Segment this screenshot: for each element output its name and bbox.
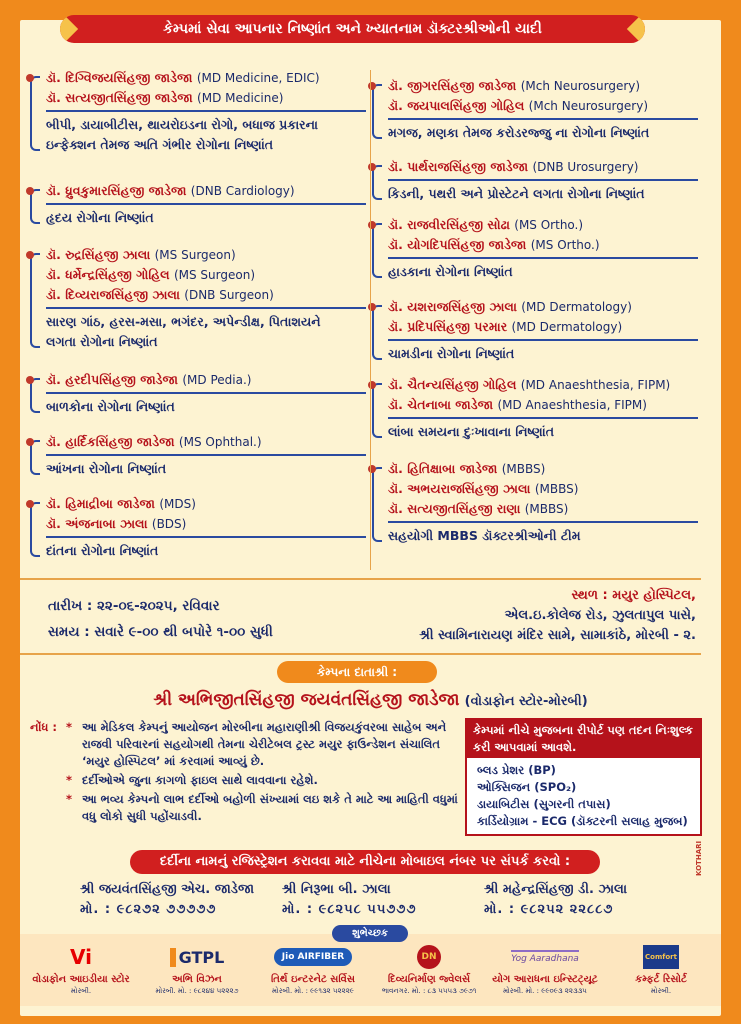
doctor-name: ડૉ. જીગરસિંહજી જાડેજા <box>388 78 517 93</box>
specialty-description: મગજ, મણકા તેમજ કરોડરજ્જુ ના રોગોના નિષ્ણાંત <box>388 125 650 140</box>
group-rule <box>46 392 366 394</box>
bullet-icon <box>26 74 34 82</box>
doctor-qualification: (DNB Urosurgery) <box>532 160 639 174</box>
doctor-entry <box>388 76 698 96</box>
specialty-description: સારણ ગાંઠ, હરસ-મસા, ભગંદર, અપેન્ડીક્ષ, પિતાશયને <box>46 314 321 329</box>
doctor-qualification: (MS Surgeon) <box>154 248 236 262</box>
specialty-group <box>388 157 698 204</box>
specialty-description: લગતા રોગોના નિષ્ણાંત <box>46 334 158 349</box>
sponsor-vodafone <box>22 943 140 996</box>
sponsor-comfort-resort <box>602 943 720 996</box>
group-rule <box>388 417 698 419</box>
divyanirman-logo-icon: DN <box>417 945 441 969</box>
doctor-name: ડૉ. રાજવીરસિંહજી સોઢા <box>388 217 510 232</box>
specialty-description: બાળકોના રોગોના નિષ્ણાંત <box>46 399 175 414</box>
group-rule <box>388 179 698 181</box>
group-brace <box>372 223 382 278</box>
column-divider <box>370 70 371 570</box>
group-brace <box>30 76 40 151</box>
doctor-name: ડૉ. હિમાદ્રીબા જાડેજા <box>46 496 155 511</box>
note-item: * આ મેડિકલ કેમ્પનું આયોજન મોરબીના મહારાણીશ્રી વિજયકુંવરબા સાહેબ અને રાજવી પરિવારનાં સહયોગથી તેમના ચેરીટેબલ ટ્રસ્ટ મયુર ફાઉન્ડેશન સંચાલિત ‘મયુર હોસ્પિટલ’ માં કરવામાં આવ્યું છે. <box>66 720 447 768</box>
bullet-icon <box>26 500 34 508</box>
report-item: બ્લડ પ્રેશર (BP) <box>477 763 556 777</box>
note-text: આ મેડિકલ કેમ્પનું આયોજન મોરબીના મહારાણીશ્રી વિજયકુંવરબા સાહેબ અને રાજવી પરિવારનાં સહયોગથી તેમના ચેરીટેબલ ટ્રસ્ટ મયુર ફાઉન્ડેશન સંચાલિત ‘મયુર હોસ્પિટલ’ માં કરવામાં આવ્યું છે. <box>82 720 447 768</box>
bullet-icon <box>26 187 34 195</box>
doctor-entry <box>46 370 366 390</box>
sponsor-name: યોગ આરાધના ઇન્સ્ટિટ્યૂટ <box>492 974 598 985</box>
group-brace <box>30 253 40 348</box>
group-rule <box>46 307 366 309</box>
report-item: ઓક્સિજન (SPO₂) <box>477 780 577 794</box>
contact-phone: મો. : ૯૮૨૫૨ ૨૨૮૮૭ <box>484 902 614 917</box>
separator-top <box>20 578 701 580</box>
specialty-group <box>388 375 698 442</box>
doctor-entry <box>46 88 366 108</box>
doctor-entry <box>46 245 366 265</box>
sponsor-sub: મોરબી. <box>70 987 92 995</box>
doctor-qualification: (DNB Cardiology) <box>190 184 295 198</box>
specialty-group <box>388 297 698 364</box>
sponsor-name: અભિ વિઝન <box>172 974 222 985</box>
doctor-entry <box>46 432 366 452</box>
notes <box>30 719 460 825</box>
sponsor-sub: મોરબી. <box>650 987 672 995</box>
specialty-description: બીપી, ડાયાબીટીસ, થાયરોઇડના રોગો, બધાજ પ્રકારના <box>46 117 318 132</box>
group-rule <box>388 257 698 259</box>
sponsor-name: કમ્ફર્ટ રિસોર્ટ <box>635 974 687 985</box>
doctor-entry <box>388 215 698 235</box>
doctor-entry <box>388 499 698 519</box>
doctor-name: ડૉ. હિતિક્ષાબા જાડેજા <box>388 461 498 476</box>
specialty-group <box>46 370 366 417</box>
separator-middle <box>20 653 701 655</box>
doctor-name: ડૉ. યશરાજસિંહજી ઝાલા <box>388 299 517 314</box>
note-text: આ ભવ્ય કેમ્પનો લાભ દર્દીઓ બહોળી સંખ્યામાં લઇ શકે તે માટે આ માહિતી વધુમાં વધુ લોકો સુધી પહોંચાડવી. <box>82 792 458 823</box>
doctor-qualification: (MS Ortho.) <box>514 218 584 232</box>
venue-label: સ્થળ : <box>571 588 608 603</box>
sponsor-sub: મોરબી. મો. : ૯૮૨૪૪ ૫૨૨૨૭ <box>155 987 239 995</box>
kothari-logo: KOTHARI <box>695 840 703 876</box>
venue-line-2: એલ.ઇ.કોલેજ રોડ, ઝુલતાપુલ પાસે, <box>504 608 696 623</box>
group-brace <box>372 383 382 438</box>
group-brace <box>30 502 40 557</box>
specialty-group <box>46 494 366 561</box>
venue <box>419 588 696 643</box>
doctor-entry <box>388 479 698 499</box>
specialty-description: લાંબા સમયના દુઃખાવાના નિષ્ણાંત <box>388 424 555 439</box>
jio-airfiber-logo-icon: Jio AIRFIBER <box>274 948 352 966</box>
contact-name: શ્રી નિરૂભા બી. ઝાલા <box>282 882 391 897</box>
bullet-icon <box>26 251 34 259</box>
doctor-name: ડૉ. જયપાલસિંહજી ગોહિલ <box>388 98 525 113</box>
sponsor-tirth-internet <box>254 943 372 996</box>
sponsor-name: તિર્થ ઇન્ટરનેટ સર્વિસ <box>271 974 355 985</box>
doctor-qualification: (MBBS) <box>501 462 546 476</box>
sponsor-name: વોડાફોન આઇડીયા સ્ટોર <box>32 974 130 985</box>
sponsor-yog-aaradhana <box>486 943 604 996</box>
doctor-name: ડૉ. હાર્દિકસિંહજી જાડેજા <box>46 434 175 449</box>
sponsor-pill: શુભેચ્છક <box>332 925 408 942</box>
doctor-entry <box>46 181 366 201</box>
comfort-logo-icon: Comfort <box>643 945 679 969</box>
note-item: * આ ભવ્ય કેમ્પનો લાભ દર્દીઓ બહોળી સંખ્યામાં લઇ શકે તે માટે આ માહિતી વધુમાં વધુ લોકો સુધી પહોંચાડવી. <box>66 792 458 823</box>
group-rule <box>46 110 366 112</box>
doctor-name: ડૉ. દિગ્વિજયસિંહજી જાડેજા <box>46 70 193 85</box>
donor-name: શ્રી અભિજીતસિંહજી જયવંતસિંહજી જાડેજા <box>153 690 460 710</box>
sponsor-divyanirman <box>370 943 488 996</box>
doctor-qualification: (MS Surgeon) <box>173 268 255 282</box>
venue-line-3: શ્રી સ્વામિનારાયણ મંદિર સામે, સામાકાંઠે, મોરબી - ૨. <box>419 628 696 643</box>
doctor-name: ડૉ. પ્રદિપસિંહજી પરમાર <box>388 319 508 334</box>
report-item: કાર્ડિયોગ્રામ - ECG (ડૉક્ટરની સલાહ મુજબ) <box>477 814 688 828</box>
contact-name: શ્રી જયવંતસિંહજી એચ. જાડેજા <box>80 882 255 897</box>
specialty-description: હૃદય રોગોના નિષ્ણાંત <box>46 210 154 225</box>
specialty-group <box>388 459 698 546</box>
doctor-entry <box>388 317 698 337</box>
notes-label: નોંધ : <box>30 720 57 734</box>
venue-line-1: મયુર હોસ્પિટલ, <box>612 588 696 603</box>
doctor-qualification: (DNB Surgeon) <box>184 288 274 302</box>
doctor-entry <box>388 157 698 177</box>
doctor-entry <box>388 235 698 255</box>
doctor-name: ડૉ. પાર્થરાજસિંહજી જાડેજા <box>388 159 529 174</box>
sponsor-sub: ભાવનગર. મો. : ૮૩ ૫૫૫૩ ૭૯૭૧ <box>381 987 477 995</box>
group-rule <box>388 118 698 120</box>
doctor-qualification: (MBBS) <box>524 502 569 516</box>
donor-sub: (વોડાફોન સ્ટોર-મોરબી) <box>464 694 588 709</box>
doctor-name: ડૉ. દિવ્યરાજસિંહજી ઝાલા <box>46 287 180 302</box>
specialty-group <box>46 432 366 479</box>
group-rule <box>46 536 366 538</box>
registration-banner: દર્દીના નામનું રજિસ્ટ્રેશન કરાવવા માટે નીચેના મોબાઇલ નંબર પર સંપર્ક કરવો : <box>130 850 600 874</box>
doctor-name: ડૉ. સત્યજીતસિંહજી રાણા <box>388 501 521 516</box>
doctor-entry <box>388 297 698 317</box>
bullet-icon <box>26 438 34 446</box>
time-line: સમય : સવારે ૯-૦૦ થી બપોરે ૧-૦૦ સુધી <box>48 624 273 640</box>
doctor-name: ડૉ. અંજનાબા ઝાલા <box>46 516 148 531</box>
report-item: ડાયાબિટીસ (સુગરની તપાસ) <box>477 797 611 811</box>
doctor-entry <box>388 395 698 415</box>
group-rule <box>388 521 698 523</box>
doctor-qualification: (MD Medicine, EDIC) <box>196 71 320 85</box>
specialty-description: ચામડીના રોગોના નિષ્ણાંત <box>388 346 515 361</box>
group-rule <box>46 454 366 456</box>
doctor-qualification: (MD Dermatology) <box>511 320 623 334</box>
donor-pill: કેમ્પના દાતાશ્રી : <box>277 661 437 683</box>
specialty-group <box>46 245 366 352</box>
specialty-description: સહયોગી MBBS ડૉક્ટરશ્રીઓની ટીમ <box>388 528 581 543</box>
contact-name: શ્રી મહેન્દ્રસિંહજી ડી. ઝાલા <box>484 882 628 897</box>
doctor-qualification: (MS Ortho.) <box>530 238 600 252</box>
lotus-logo-icon: Yog Aaradhana <box>511 950 579 964</box>
doctor-qualification: (MD Anaeshthesia, FIPM) <box>520 378 671 392</box>
contact-phone: મો. : ૯૮૨૭૨ ૭૭૭૭૭ <box>80 902 217 917</box>
specialty-description: ઇન્ફેક્શન તેમજ અતિ ગંભીર રોગોના નિષ્ણાંત <box>46 137 274 152</box>
group-rule <box>46 203 366 205</box>
specialty-group <box>388 215 698 282</box>
doctor-name: ડૉ. ચૈતન્યસિંહજી ગોહિલ <box>388 377 517 392</box>
contact-2 <box>282 880 417 920</box>
bullet-icon <box>26 376 34 384</box>
page-title: કેમ્પમાં સેવા આપનાર નિષ્ણાંત અને ખ્યાતનામ ડૉક્ટરશ્રીઓની યાદી <box>60 15 645 43</box>
doctor-entry <box>46 68 366 88</box>
group-brace <box>372 305 382 360</box>
specialty-description: હાડકાના રોગોના નિષ્ણાંત <box>388 264 513 279</box>
doctor-entry <box>46 285 366 305</box>
doctor-qualification: (MD Medicine) <box>197 91 284 105</box>
specialty-description: દાંતના રોગોના નિષ્ણાંત <box>46 543 159 558</box>
sponsor-sub: મોરબી. મો. : ૯૯૧૩૨ ૫૨૨૨૯ <box>272 987 354 995</box>
specialty-group <box>46 68 366 155</box>
specialty-description: આંખના રોગોના નિષ્ણાંત <box>46 461 167 476</box>
doctor-name: ડૉ. ધ્રુવકુમારસિંહજી જાડેજા <box>46 183 187 198</box>
doctor-name: ડૉ. સત્યજીતસિંહજી જાડેજા <box>46 90 193 105</box>
doctor-qualification: (MD Pedia.) <box>182 373 252 387</box>
doctor-qualification: (MD Anaeshthesia, FIPM) <box>497 398 647 412</box>
group-brace <box>372 84 382 139</box>
contact-3 <box>484 880 627 920</box>
doctor-name: ડૉ. રુદ્રસિંહજી ઝાલા <box>46 247 151 262</box>
specialty-group <box>388 76 698 143</box>
specialty-description: કિડની, પથરી અને પ્રોસ્ટેટને લગતા રોગોના નિષ્ણાંત <box>388 186 645 201</box>
gtpl-logo-icon: GTPL <box>170 948 225 967</box>
doctor-qualification: (MBBS) <box>534 482 579 496</box>
doctor-qualification: (Mch Neurosurgery) <box>520 79 641 93</box>
doctor-entry <box>388 375 698 395</box>
doctor-name: ડૉ. હરદીપસિંહજી જાડેજા <box>46 372 178 387</box>
doctor-entry <box>388 96 698 116</box>
doctor-qualification: (MS Ophthal.) <box>178 435 262 449</box>
sponsor-sub: મોરબી. મો. : ૯૯૦૯૩ ૨૨૩૩૫ <box>503 987 587 995</box>
free-reports-box <box>465 718 702 836</box>
doctor-qualification: (Mch Neurosurgery) <box>528 99 648 113</box>
note-text: દર્દીઓએ જુના કાગળો ફાઇલ સાથે લાવવાના રહેશે. <box>82 773 318 787</box>
doctor-name: ડૉ. ચેતનાબા જાડેજા <box>388 397 494 412</box>
contact-phone: મો. : ૯૮૨૫૮ ૫૫૭૭૭ <box>282 902 417 917</box>
sponsor-abhi-vision <box>138 943 256 996</box>
specialty-group <box>46 181 366 228</box>
reports-header: કેમ્પમાં નીચે મુજબના રીપોર્ટ પણ તદન નિઃશુલ્ક કરી આપવામાં આવશે. <box>467 720 700 758</box>
contact-1 <box>80 880 254 920</box>
date-line: તારીખ : ૨૨-૦૬-૨૦૨૫, રવિવાર <box>48 598 220 614</box>
doctor-entry <box>46 494 366 514</box>
doctor-entry <box>46 514 366 534</box>
group-rule <box>388 339 698 341</box>
doctor-name: ડૉ. અભયરાજસિંહજી ઝાલા <box>388 481 531 496</box>
doctor-name: ડૉ. યોગદિપસિંહજી જાડેજા <box>388 237 527 252</box>
group-brace <box>372 467 382 542</box>
vi-logo-icon: Vi <box>70 945 92 969</box>
doctor-qualification: (MDS) <box>159 497 196 511</box>
doctor-name: ડૉ. ધર્મેન્દ્રસિંહજી ગોહિલ <box>46 267 170 282</box>
doctor-entry <box>46 265 366 285</box>
sponsor-name: દિવ્યનિર્માણ જ્વેલર્સ <box>387 974 471 985</box>
doctor-entry <box>388 459 698 479</box>
doctor-qualification: (MD Dermatology) <box>521 300 632 314</box>
donor <box>0 690 741 710</box>
note-item: * દર્દીઓએ જુના કાગળો ફાઇલ સાથે લાવવાના રહેશે. <box>66 773 318 787</box>
doctor-qualification: (BDS) <box>151 517 187 531</box>
